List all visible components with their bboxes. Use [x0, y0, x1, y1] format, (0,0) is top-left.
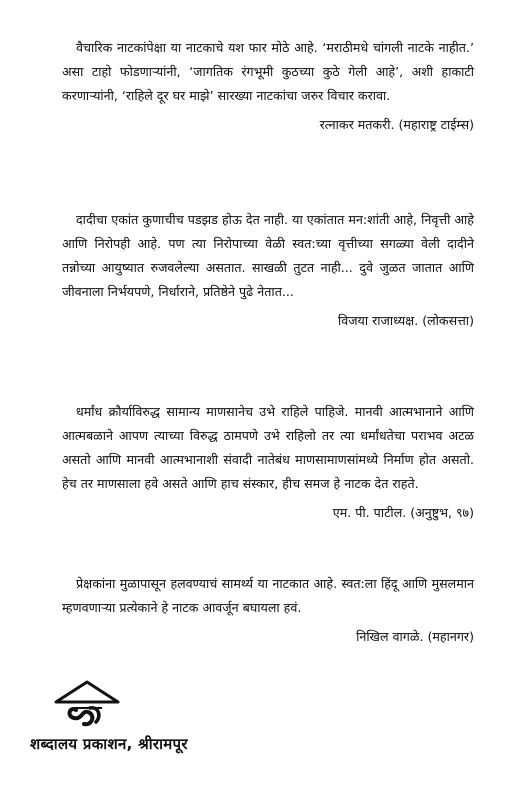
review-quote: वैचारिक नाटकांपेक्षा या नाटकाचे यश फार मोठे आहे. ‘मराठीमधे चांगली नाटके नाहीत.’ असा टाहो फोडणाऱ्यांनी, ‘जागतिक रंगभूमी कुठच्या कुठे गेली आहे’, अशी हाकाटी करणाऱ्यांनी, ‘राहिले दूर घर माझे’ सारख्या नाटकांचा जरुर विचार करावा.: [62, 40, 474, 103]
review-nikhil-wagle: [62, 572, 474, 648]
review-attribution: रत्नाकर मतकरी. (महाराष्ट्र टाईम्स): [319, 117, 474, 132]
shabdalay-logo-icon: [52, 676, 122, 734]
publisher-name: शब्दालय प्रकाशन, श्रीरामपूर: [30, 735, 188, 753]
review-attribution: एम. पी. पाटील. (अनुष्टुभ, ९७): [332, 505, 474, 520]
review-m-p-patil: [62, 400, 474, 524]
review-quote: प्रेक्षकांना मुळापासून हलवण्याचं सामर्थ्य या नाटकात आहे. स्वत:ला हिंदू आणि मुसलमान म्हणवणाऱ्या प्रत्येकाने हे नाटक आवर्जून बघायला हवं.: [62, 576, 474, 615]
review-quote: दादीचा एकांत कुणाचीच पडझड होऊ देत नाही. या एकांतात मन:शांती आहे, निवृत्ती आहे आणि निरोपही आहे. पण त्या निरोपाच्या वेळी स्वत:च्या वृत्तीच्या सगळ्या वेली दादीने तन्नोच्या आयुष्यात रुजवलेल्या असतात. साखळी तुटत नाही... दुवे जुळत जातात आणि जीवनाला निर्भयपणे, निर्धाराने, प्रतिष्ठेने पुढे नेतात...: [62, 212, 474, 299]
review-attribution: विजया राजाध्यक्ष. (लोकसत्ता): [337, 313, 474, 328]
publisher-block: [30, 676, 270, 766]
review-vijaya-rajadhyaksha: [62, 208, 474, 332]
review-quote: धर्मांध क्रौर्याविरुद्ध सामान्य माणसानेच उभे राहिले पाहिजे. मानवी आत्मभानाने आणि आत्मबळाने आपण त्याच्या विरुद्ध ठामपणे उभे राहिलो तर त्या धर्मांधतेचा पराभव अटळ असतो आणि मानवी आत्मभानाशी संवादी नातेबंध माणसामाणसांमध्ये निर्माण होत असतो. हेच तर माणसाला हवे असते आणि हाच संस्कार, हीच समज हे नाटक देत राहते.: [62, 404, 474, 491]
review-attribution: निखिल वागळे. (महानगर): [356, 629, 474, 644]
review-ratnakar-matkari: [62, 36, 474, 136]
